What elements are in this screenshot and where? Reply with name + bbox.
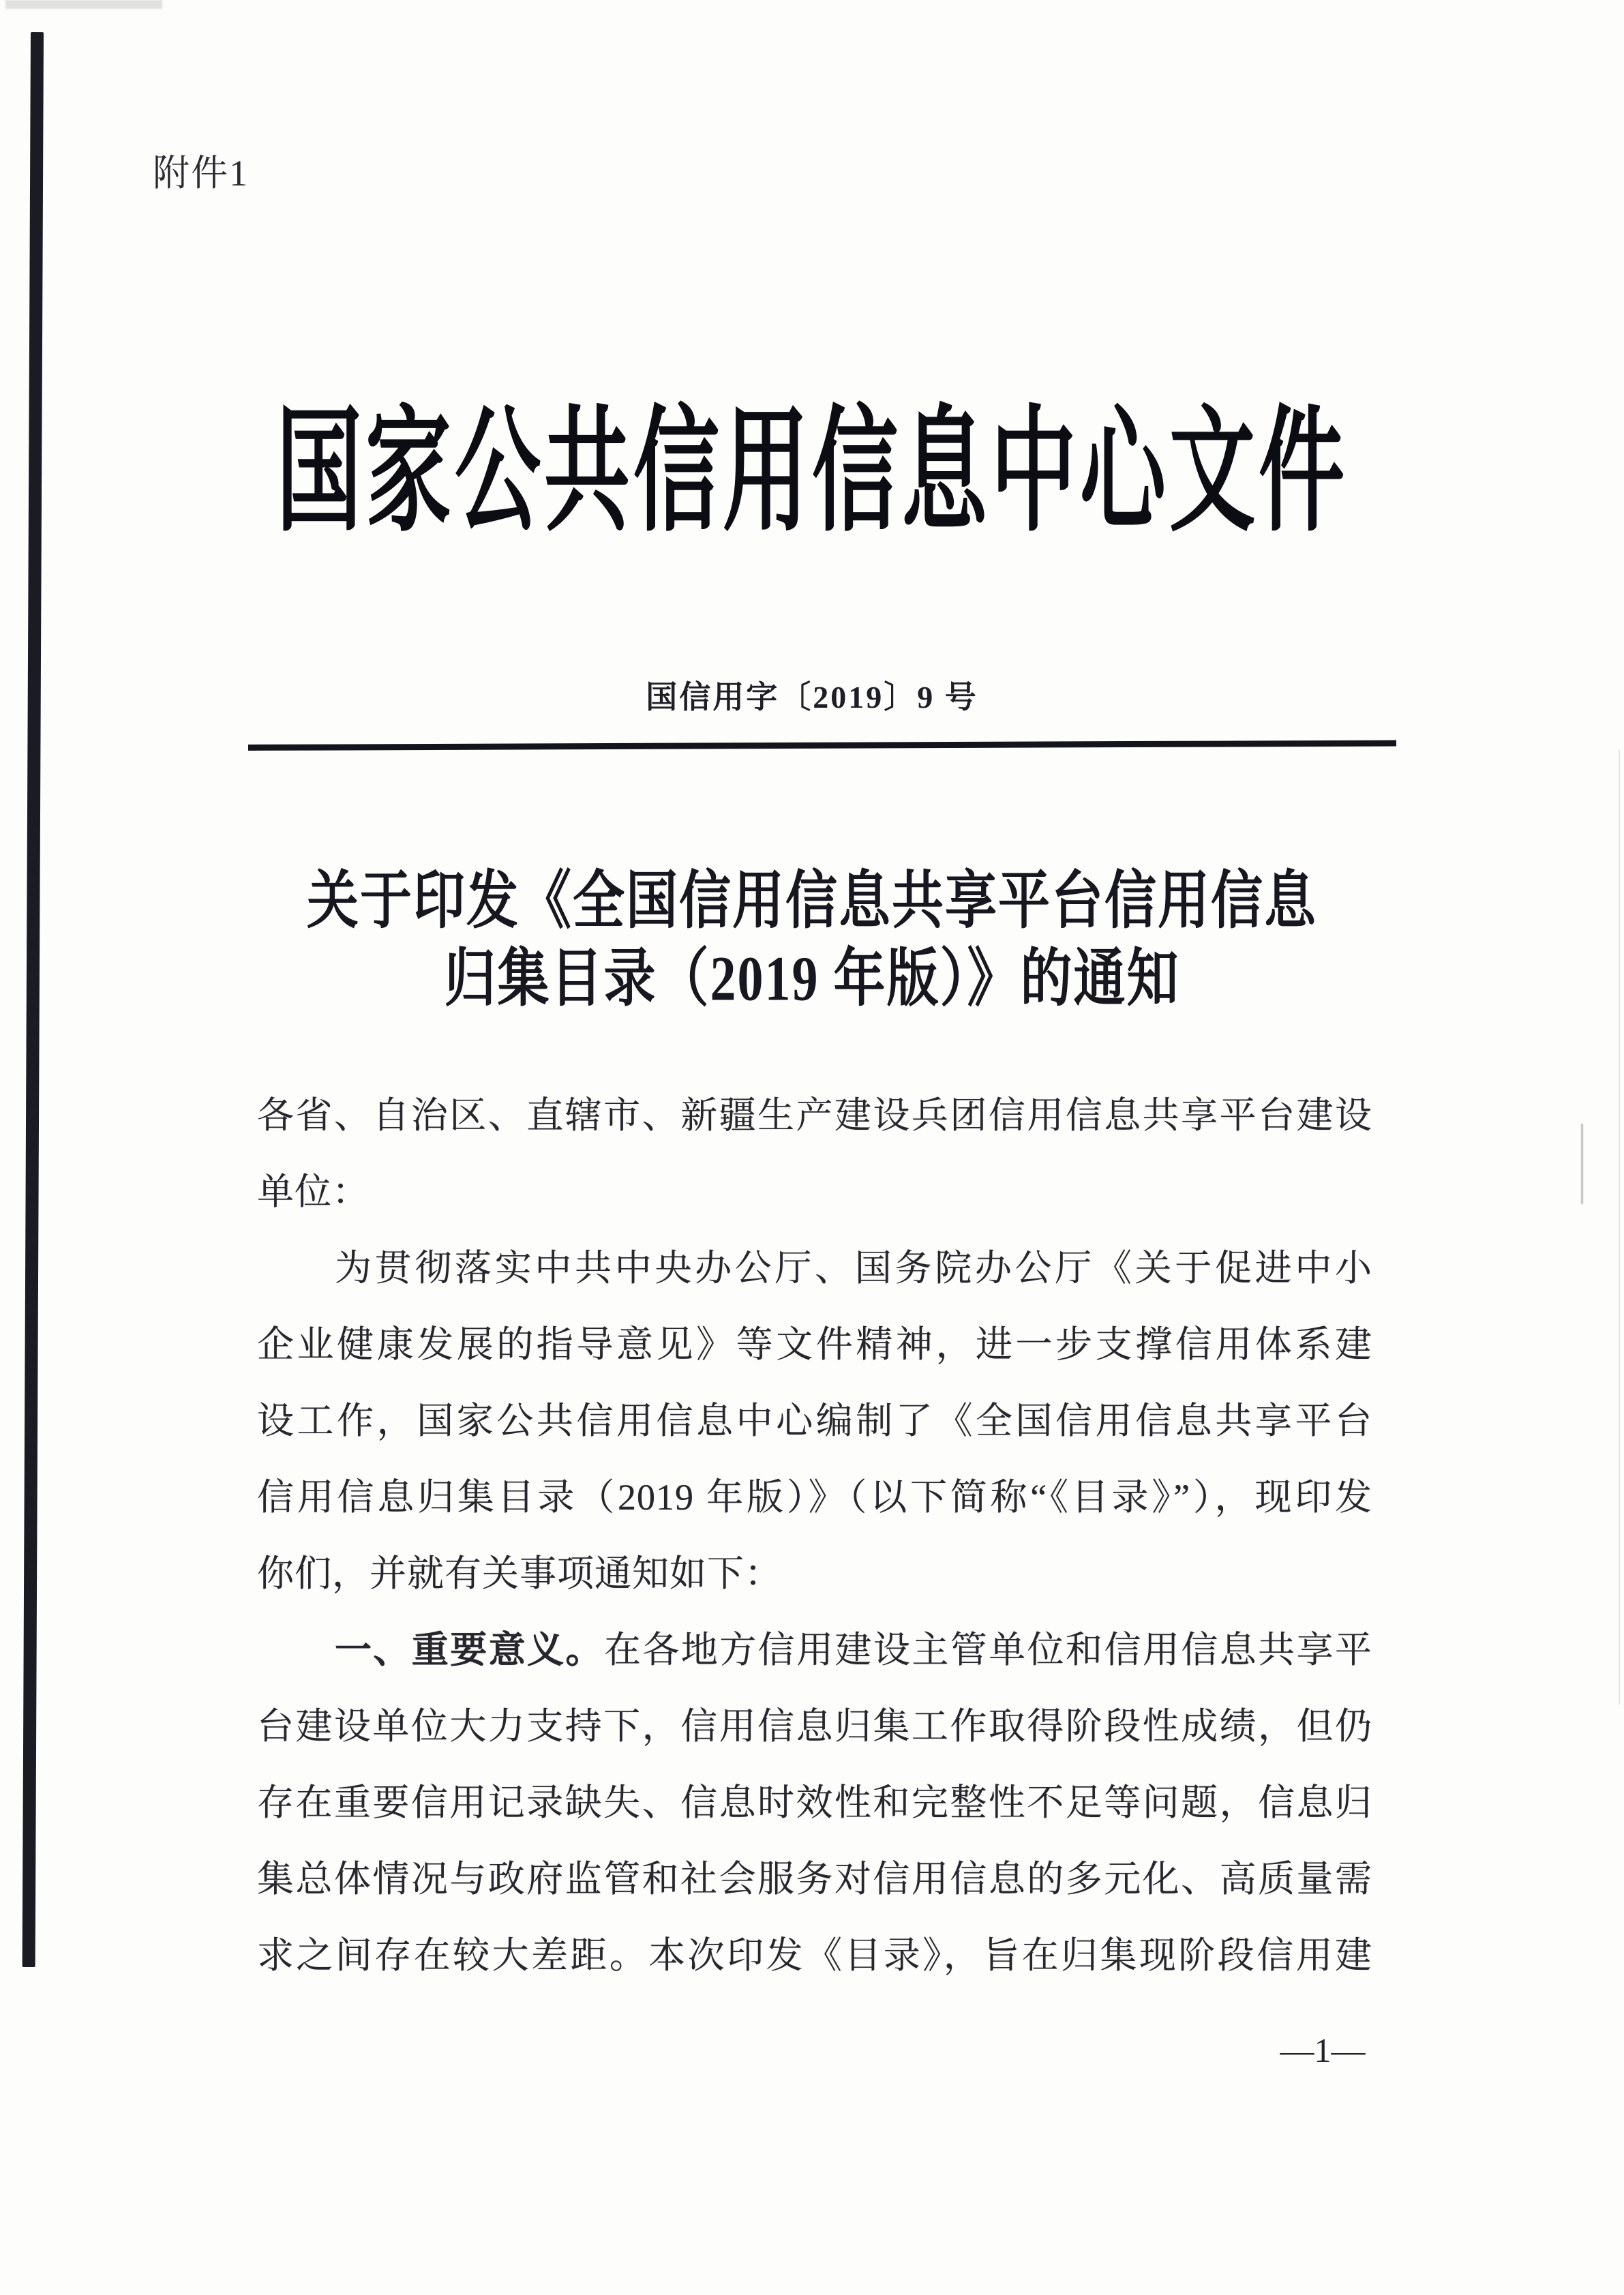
body-line-text: 在各地方信用建设主管单位和信用信息共享平 (603, 1630, 1373, 1670)
section-heading-bold: 一、重要意义。 (335, 1630, 604, 1670)
scan-edge-artifact (5, 0, 162, 9)
body-line: 为贯彻落实中共中央办公厅、国务院办公厅《关于促进中小 (335, 1248, 1372, 1289)
body-line: 求之间存在较大差距。本次印发《目录》，旨在归集现阶段信用建 (257, 1935, 1372, 1976)
body-line: 集总体情况与政府监管和社会服务对信用信息的多元化、高质量需 (257, 1859, 1372, 1900)
page-number: —1— (1280, 2031, 1366, 2069)
body-line: 单位： (257, 1171, 370, 1212)
body-line (257, 1612, 1372, 1688)
attachment-label: 附件1 (153, 153, 249, 194)
body-line: 存在重要信用记录缺失、信息时效性和完整性不足等问题，信息归 (257, 1782, 1372, 1823)
body-line: 各省、自治区、直辖市、新疆生产建设兵团信用信息共享平台建设 (257, 1095, 1372, 1136)
body-text (257, 1077, 1372, 1994)
notice-title (0, 940, 1624, 1018)
body-line: 台建设单位大力支持下，信用信息归集工作取得阶段性成绩，但仍 (257, 1706, 1372, 1747)
body-line: 信用信息归集目录（2019 年版）》（以下简称“《目录》”），现印发 (257, 1477, 1372, 1518)
doc-number: 国信用字〔2019〕9 号 (646, 680, 978, 715)
title-divider-rule (248, 740, 1396, 751)
letterhead (0, 398, 1624, 549)
scan-line-artifact (1581, 1124, 1583, 1204)
notice-title (0, 862, 1624, 940)
body-line: 你们，并就有关事项通知如下： (257, 1553, 782, 1594)
org-title: 国家公共信用信息中心文件 (276, 398, 1348, 549)
notice-title-line2: 归集目录（2019 年版）》的通知 (444, 944, 1180, 1015)
notice-title-line1: 关于印发《全国信用信息共享平台信用信息 (307, 866, 1317, 937)
body-line: 企业健康发展的指导意见》等文件精神，进一步支撑信用体系建 (257, 1324, 1372, 1365)
body-line: 设工作，国家公共信用信息中心编制了《全国信用信息共享平台 (257, 1400, 1372, 1441)
